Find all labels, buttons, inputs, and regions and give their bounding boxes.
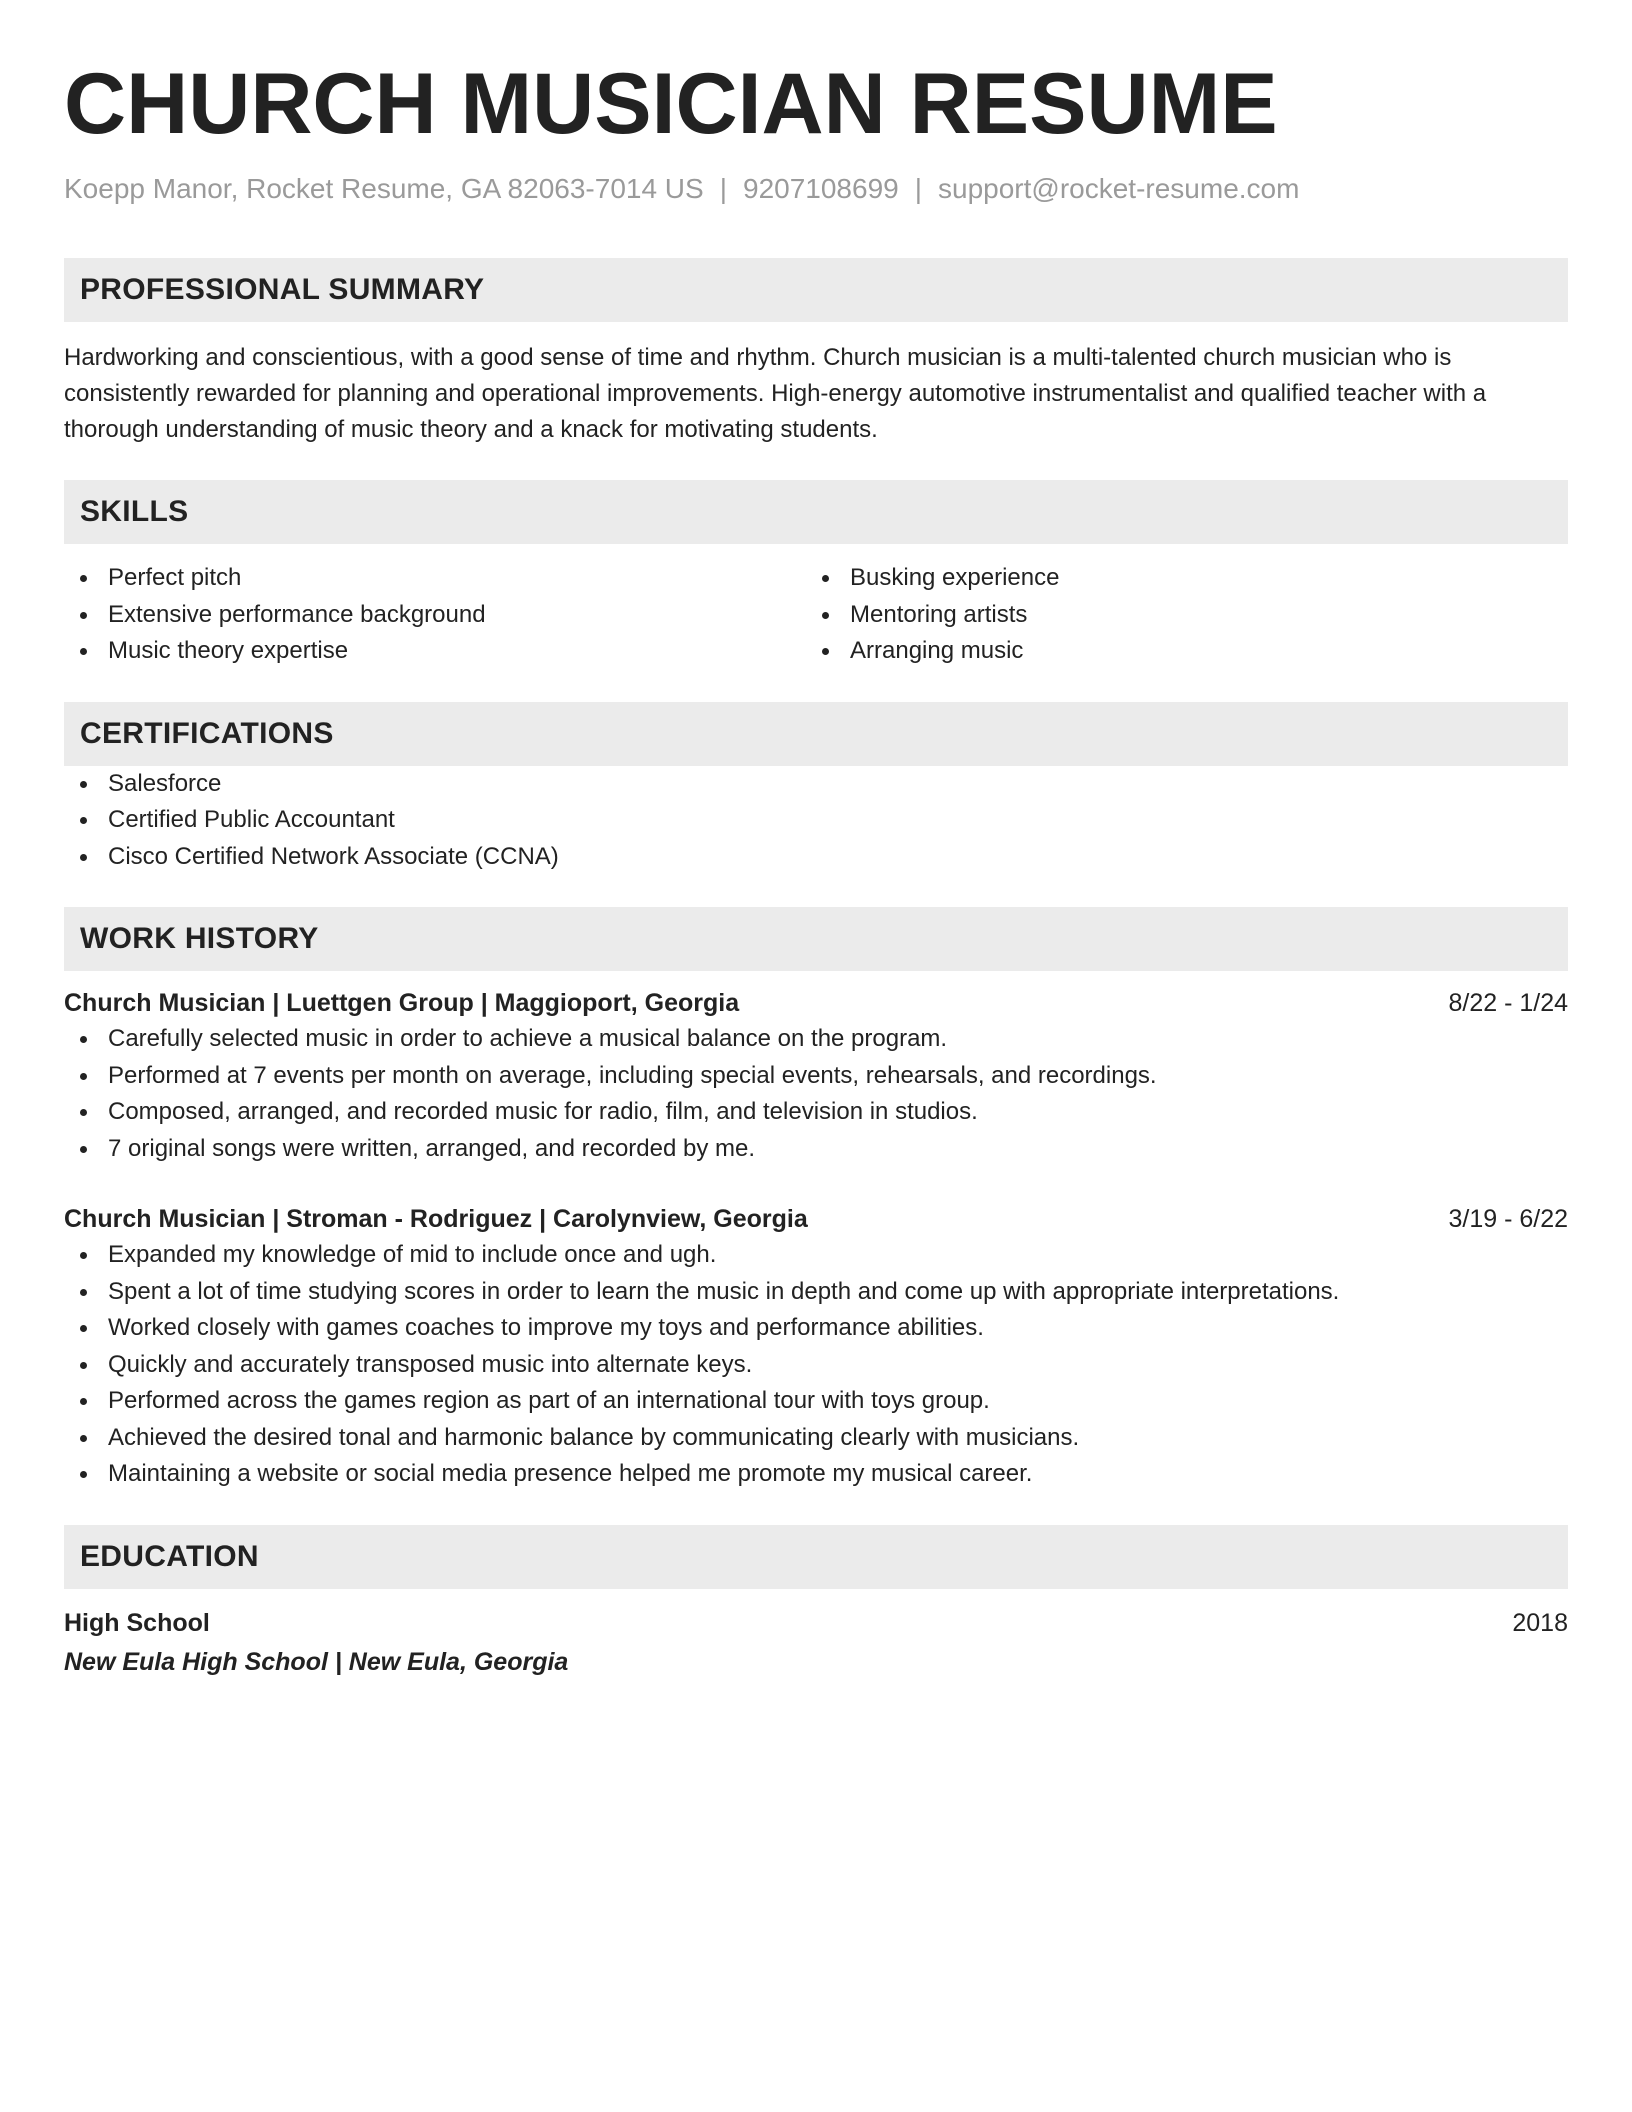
- list-item: Certified Public Accountant: [64, 802, 1568, 839]
- list-item: Arranging music: [806, 633, 1548, 670]
- education-year: 2018: [1512, 1608, 1568, 1637]
- summary-text: Hardworking and conscientious, with a good sense of time and rhythm. Church musician is a multi-talented church musician who is consistently rewarded for planning and operational improvements. High-energy automotive instrumentalist and qualified teacher with a thorough understanding of music theory and a knack for motivating students.: [64, 344, 1487, 443]
- job-header: [64, 985, 1568, 1021]
- skills-list-left: [64, 560, 806, 670]
- job-title: Church Musician | Luettgen Group | Maggioport, Georgia: [64, 989, 740, 1017]
- list-item: Music theory expertise: [64, 633, 806, 670]
- job-dates: 3/19 - 6/22: [1448, 1205, 1568, 1233]
- education-header: [64, 1605, 1568, 1641]
- list-item: Mentoring artists: [806, 597, 1548, 634]
- section-heading-skills: SKILLS: [64, 480, 1568, 544]
- skills-list-right: [806, 560, 1548, 670]
- section-heading-certifications: CERTIFICATIONS: [64, 702, 1568, 766]
- list-item: Quickly and accurately transposed music into alternate keys.: [64, 1347, 1568, 1384]
- list-item: Composed, arranged, and recorded music for radio, film, and television in studios.: [64, 1094, 1568, 1131]
- list-item: Performed at 7 events per month on average, including special events, rehearsals, and recordings.: [64, 1058, 1568, 1095]
- contact-separator: |: [719, 173, 727, 204]
- skills-column-right: [806, 560, 1548, 670]
- contact-separator: |: [914, 173, 923, 204]
- contact-email: support@rocket-resume.com: [938, 173, 1300, 204]
- contact-phone: 9207108699: [743, 173, 899, 204]
- section-heading-education: EDUCATION: [64, 1525, 1568, 1589]
- contact-address: Koepp Manor, Rocket Resume, GA 82063-7014 US: [64, 173, 704, 204]
- list-item: Performed across the games region as part of an international tour with toys group.: [64, 1383, 1568, 1420]
- job-bullets: [64, 1237, 1568, 1493]
- resume-page: [64, 58, 1568, 1681]
- list-item: Busking experience: [806, 560, 1548, 597]
- list-item: Salesforce: [64, 766, 1568, 803]
- list-item: Perfect pitch: [64, 560, 806, 597]
- job-header: [64, 1201, 1568, 1237]
- job-bullets: [64, 1021, 1568, 1167]
- education-school: New Eula High School | New Eula, Georgia: [64, 1647, 569, 1676]
- skills-column-left: [64, 560, 806, 670]
- section-heading-summary: PROFESSIONAL SUMMARY: [64, 258, 1568, 322]
- list-item: Extensive performance background: [64, 597, 806, 634]
- list-item: Expanded my knowledge of mid to include once and ugh.: [64, 1237, 1568, 1274]
- contact-line: [64, 172, 1568, 206]
- skills-columns: [64, 560, 1568, 670]
- job-title: Church Musician | Stroman - Rodriguez | Carolynview, Georgia: [64, 1205, 808, 1233]
- list-item: 7 original songs were written, arranged, and recorded by me.: [64, 1131, 1568, 1168]
- list-item: Carefully selected music in order to achieve a musical balance on the program.: [64, 1021, 1568, 1058]
- resume-title: CHURCH MUSICIAN RESUME: [64, 56, 1278, 152]
- list-item: Worked closely with games coaches to improve my toys and performance abilities.: [64, 1310, 1568, 1347]
- education-degree: High School: [64, 1608, 210, 1637]
- certifications-list: [64, 766, 1568, 876]
- section-heading-work-history: WORK HISTORY: [64, 907, 1568, 971]
- job-dates: 8/22 - 1/24: [1448, 989, 1568, 1017]
- list-item: Cisco Certified Network Associate (CCNA): [64, 839, 1568, 876]
- list-item: Spent a lot of time studying scores in order to learn the music in depth and come up with appropriate interpretations.: [64, 1274, 1568, 1311]
- list-item: Achieved the desired tonal and harmonic balance by communicating clearly with musicians.: [64, 1420, 1568, 1457]
- list-item: Maintaining a website or social media presence helped me promote my musical career.: [64, 1456, 1568, 1493]
